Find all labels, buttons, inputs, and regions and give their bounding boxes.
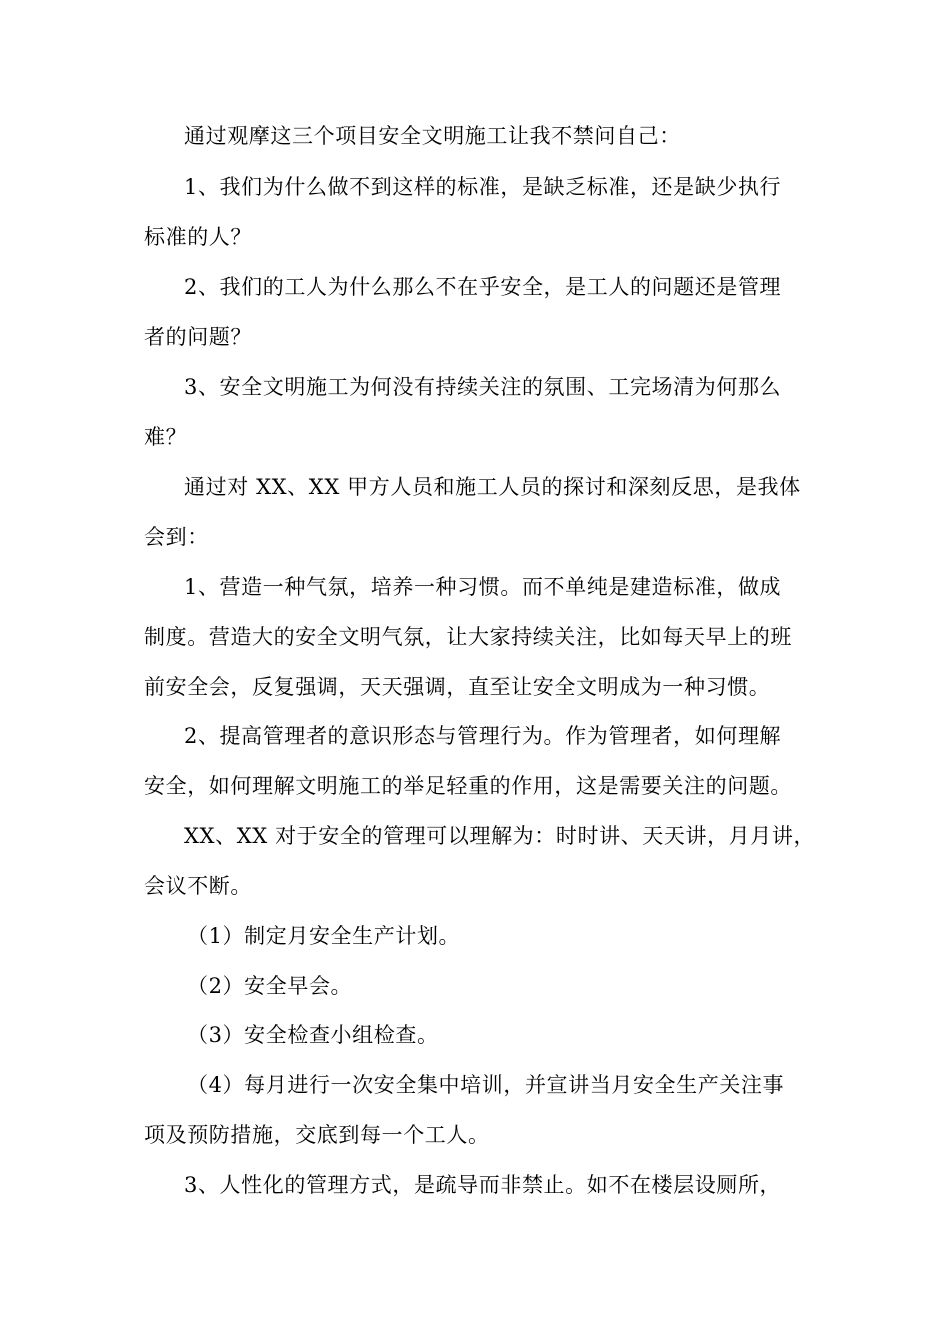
paragraph-line: 通过观摩这三个项目安全文明施工让我不禁问自己： xyxy=(184,124,681,148)
list-item: （4）每月进行一次安全集中培训，并宣讲当月安全生产关注事 xyxy=(187,1073,785,1097)
paragraph-line: 3、人性化的管理方式，是疏导而非禁止。如不在楼层设厕所， xyxy=(184,1173,782,1197)
list-item: （1）制定月安全生产计划。 xyxy=(187,924,461,948)
paragraph-line: 前安全会，反复强调，天天强调，直至让安全文明成为一种习惯。 xyxy=(144,675,771,699)
paragraph-line: 标准的人？ xyxy=(144,225,252,249)
paragraph-line: 会议不断。 xyxy=(144,874,252,898)
paragraph-line: XX、XX 对于安全的管理可以理解为：时时讲、天天讲，月月讲， xyxy=(184,824,816,848)
paragraph-line: 3、安全文明施工为何没有持续关注的氛围、工完场清为何那么 xyxy=(184,375,782,399)
paragraph-line: 制度。营造大的安全文明气氛，让大家持续关注，比如每天早上的班 xyxy=(144,625,792,649)
paragraph-line: 项及预防措施，交底到每一个工人。 xyxy=(144,1123,490,1147)
paragraph-line: 通过对 XX、XX 甲方人员和施工人员的探讨和深刻反思，是我体 xyxy=(184,475,801,499)
list-item: （2）安全早会。 xyxy=(187,974,353,998)
paragraph-line: 2、提高管理者的意识形态与管理行为。作为管理者，如何理解 xyxy=(184,724,782,748)
paragraph-line: 1、营造一种气氛，培养一种习惯。而不单纯是建造标准，做成 xyxy=(184,575,782,599)
paragraph-line: 会到： xyxy=(144,525,209,549)
paragraph-line: 安全，如何理解文明施工的举足轻重的作用，这是需要关注的问题。 xyxy=(144,774,792,798)
paragraph-line: 2、我们的工人为什么那么不在乎安全，是工人的问题还是管理 xyxy=(184,275,782,299)
paragraph-line: 者的问题？ xyxy=(144,325,252,349)
list-item: （3）安全检查小组检查。 xyxy=(187,1023,439,1047)
paragraph-line: 1、我们为什么做不到这样的标准，是缺乏标准，还是缺少执行 xyxy=(184,175,782,199)
paragraph-line: 难？ xyxy=(144,425,188,449)
